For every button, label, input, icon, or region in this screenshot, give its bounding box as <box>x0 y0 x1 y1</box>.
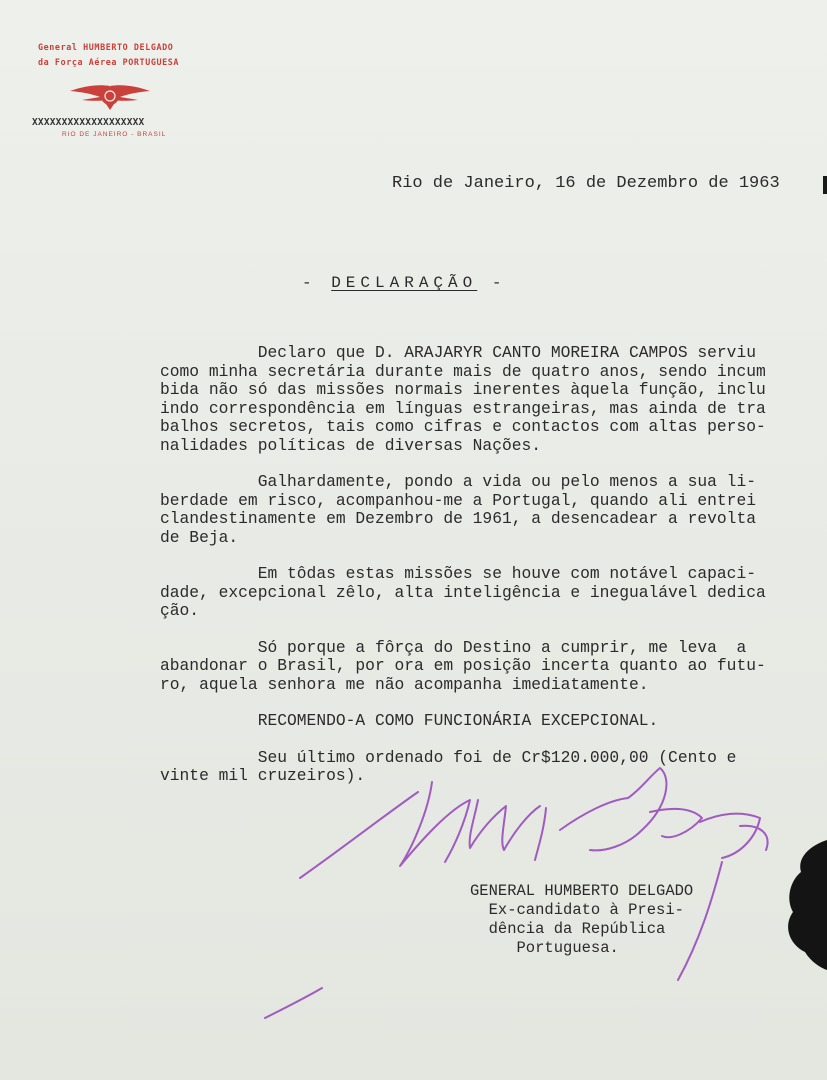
paragraph-portugal <box>160 473 800 547</box>
winged-insignia-icon <box>68 82 152 112</box>
ink-stain <box>767 840 827 970</box>
letterhead-xline: XXXXXXXXXXXXXXXXXXX <box>32 117 145 128</box>
body-line: ro, aquela senhora me não acompanha imediatamente. <box>160 674 649 694</box>
body-line: Só porque a fôrça do Destino a cumprir, me leva a <box>160 637 747 657</box>
letter-title <box>302 274 506 292</box>
signatory-title-1: Ex-candidato à Presi- <box>470 901 684 919</box>
signatory-name: GENERAL HUMBERTO DELGADO <box>470 882 694 900</box>
body-line: como minha secretária durante mais de quatro anos, sendo incum <box>160 361 766 381</box>
paragraph-missions <box>160 565 800 621</box>
letter-date: Rio de Janeiro, 16 de Dezembro de 1963 <box>392 174 780 193</box>
body-line: Galhardamente, pondo a vida ou pelo menos a sua li- <box>160 472 756 491</box>
paragraph-declaration <box>160 344 800 455</box>
body-line: nalidades políticas de diversas Nações. <box>160 435 542 455</box>
letterhead <box>20 40 230 138</box>
body-line: berdade em risco, acompanhou-me a Portugal, quando ali entrei <box>160 490 756 510</box>
signatory-block <box>470 882 693 958</box>
signatory-title-3: Portuguesa. <box>470 939 619 957</box>
signatory-title-2: dência da República <box>470 920 666 938</box>
body-line: dade, excepcional zêlo, alta inteligência e inegualável dedica <box>160 582 766 602</box>
body-line: clandestinamente em Dezembro de 1961, a desencadear a revolta <box>160 509 756 528</box>
letter-body <box>160 344 800 786</box>
title-dash-left: - <box>302 274 332 292</box>
letterhead-place: RIO DE JANEIRO - BRASIL <box>62 131 167 138</box>
body-line: RECOMENDO-A COMO FUNCIONÁRIA EXCEPCIONAL. <box>160 711 659 730</box>
letterhead-name: General HUMBERTO DELGADO <box>38 42 174 52</box>
letterhead-service: da Força Aérea PORTUGUESA <box>38 57 180 67</box>
body-line: abandonar o Brasil, por ora em posição incerta quanto ao futu- <box>160 656 766 675</box>
body-line: balhos secretos, tais como cifras e contactos com altas perso- <box>160 417 766 436</box>
paragraph-salary <box>160 749 800 786</box>
body-line: de Beja. <box>160 527 239 547</box>
edge-mark <box>823 176 827 194</box>
body-line: vinte mil cruzeiros). <box>160 766 366 785</box>
body-line: indo correspondência em línguas estrangeiras, mas ainda de tra <box>160 398 766 418</box>
title-dash-right: - <box>477 274 507 292</box>
title-text: DECLARAÇÃO <box>331 274 478 292</box>
paragraph-destiny <box>160 639 800 695</box>
body-line: Em tôdas estas missões se houve com notável capaci- <box>160 564 756 583</box>
body-line: bida não só das missões normais inerentes àquela função, inclu <box>160 380 766 399</box>
paragraph-recommendation <box>160 712 800 731</box>
body-line: Declaro que D. ARAJARYR CANTO MOREIRA CAMPOS serviu <box>160 343 756 362</box>
body-line: Seu último ordenado foi de Cr$120.000,00 (Cento e <box>160 747 737 767</box>
body-line: ção. <box>160 601 200 620</box>
